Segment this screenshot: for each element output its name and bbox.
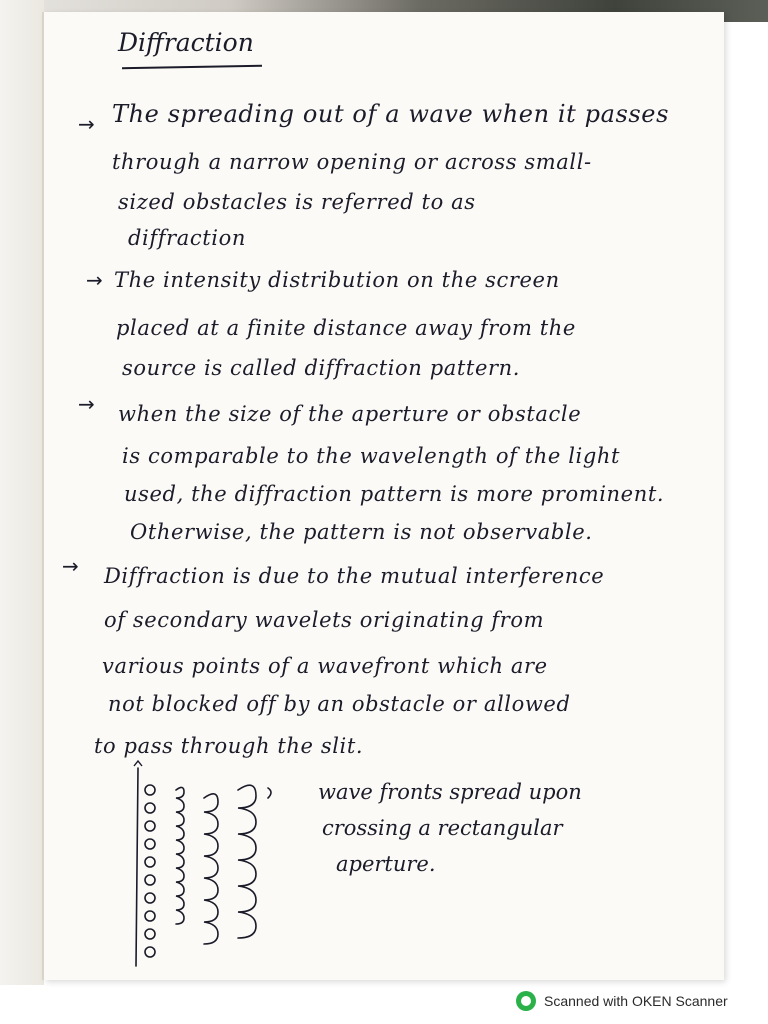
paragraph-3-line-1: when the size of the aperture or obstacle: [118, 402, 582, 426]
scanner-text: Scanned with OKEN Scanner: [544, 993, 728, 1009]
paragraph-3-line-2: is comparable to the wavelength of the light: [122, 444, 621, 468]
paragraph-2-line-1: The intensity distribution on the screen: [114, 268, 560, 292]
wavefront-diagram: [128, 760, 298, 975]
paragraph-3-line-4: Otherwise, the pattern is not observable.: [130, 520, 593, 544]
figure-caption-line-1: wave fronts spread upon: [318, 780, 582, 804]
oken-logo-icon: [516, 991, 536, 1011]
figure-caption-line-3: aperture.: [336, 852, 436, 876]
page-margin: [0, 0, 44, 985]
paragraph-1-line-4: diffraction: [128, 226, 246, 250]
paragraph-2-line-3: source is called diffraction pattern.: [122, 356, 521, 380]
bullet-arrow-icon: →: [62, 554, 79, 578]
paragraph-1-line-1: The spreading out of a wave when it passes: [112, 100, 670, 128]
bullet-arrow-icon: →: [86, 268, 103, 292]
paragraph-3-line-3: used, the diffraction pattern is more prominent.: [124, 482, 665, 506]
wavefront-5: [268, 788, 271, 798]
figure-caption-line-2: crossing a rectangular: [322, 816, 563, 840]
paragraph-1-line-2: through a narrow opening or across small-: [112, 150, 592, 174]
paragraph-4-line-2: of secondary wavelets originating from: [104, 608, 545, 632]
wavelets-column-1: [145, 785, 155, 957]
bullet-arrow-icon: →: [78, 112, 95, 136]
paragraph-4-line-1: Diffraction is due to the mutual interference: [104, 564, 605, 588]
wavefront-2: [176, 787, 184, 924]
paragraph-4-line-3: various points of a wavefront which are: [102, 654, 548, 678]
paragraph-4-line-5: to pass through the slit.: [94, 734, 364, 758]
aperture-arrow-icon: [134, 761, 142, 766]
bullet-arrow-icon: →: [78, 392, 95, 416]
scanner-footer: [516, 990, 728, 1012]
paragraph-4-line-4: not blocked off by an obstacle or allowed: [108, 692, 571, 716]
paragraph-2-line-2: placed at a finite distance away from the: [116, 316, 576, 340]
paragraph-1-line-3: sized obstacles is referred to as: [118, 190, 476, 214]
wavefront-4: [238, 785, 256, 938]
aperture-line: [136, 768, 138, 966]
wavefront-3: [204, 794, 218, 944]
page-title: Diffraction: [118, 28, 254, 57]
